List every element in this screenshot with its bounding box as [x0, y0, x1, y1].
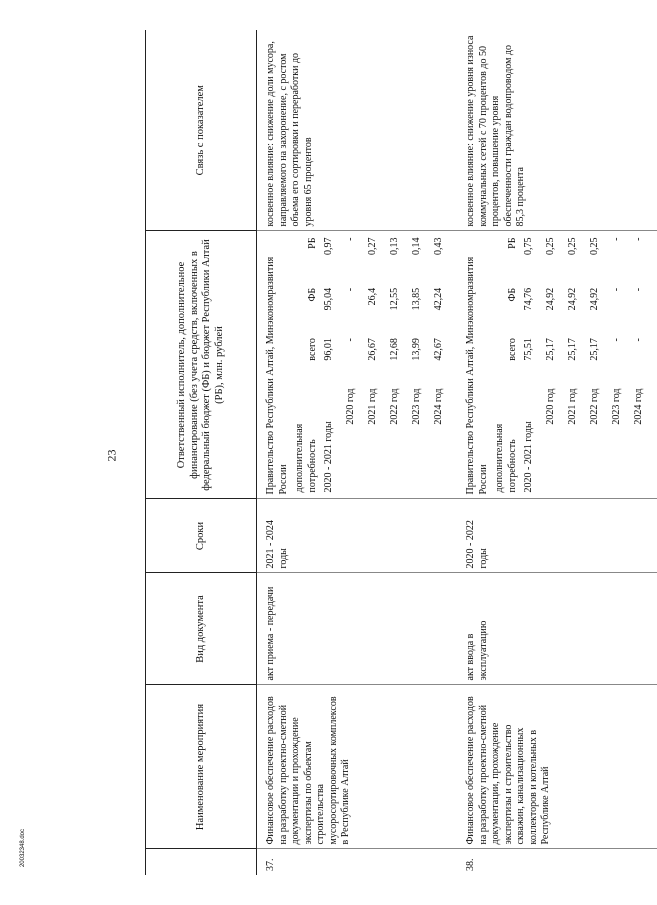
fin-rb: 0,97 — [323, 237, 334, 255]
fin-period: 2020 - 2021 годы — [323, 421, 334, 493]
fin-total: 12,68 — [389, 338, 400, 361]
financing-row — [345, 236, 367, 495]
financing-row — [323, 236, 345, 495]
fin-period: 2021 год — [367, 388, 378, 425]
fin-rb: 0,14 — [411, 237, 422, 255]
header-number — [146, 849, 257, 875]
fin-header-fb: ФБ — [306, 287, 318, 302]
fin-total: - — [633, 338, 644, 342]
row-name: Финансовое обеспечение расходов на разработку проектно-сметной документации, прохождение экспертизы и строительство скважин, канализационных коллекторов и котельных в Республике Алтай — [463, 685, 657, 849]
fin-rb: 0,25 — [567, 237, 578, 255]
fin-header-label: дополнительная потребность — [294, 423, 318, 493]
fin-fb: 26,4 — [367, 287, 378, 306]
fin-header-fb: ФБ — [506, 287, 518, 302]
measures-table — [145, 30, 657, 875]
financing-row — [433, 236, 455, 495]
fin-total: 25,17 — [589, 338, 600, 361]
fin-period: 2020 - 2021 годы — [523, 421, 534, 493]
fin-total: 26,67 — [367, 338, 378, 361]
row-number: 38. — [463, 849, 657, 875]
fin-fb: 24,92 — [545, 287, 556, 311]
fin-rb: 0,27 — [367, 237, 378, 255]
fin-fb: - — [611, 287, 622, 292]
financing-row — [411, 236, 433, 495]
row-link: косвенное влияние: снижение доли мусора, направляемого на захоронение, с ростом объема его сортировки и переработки до уровня 65 процентов — [265, 41, 314, 227]
header-name: Наименование мероприятия — [146, 685, 257, 849]
fin-header-rb: РБ — [306, 237, 318, 249]
fin-rb: - — [345, 237, 356, 241]
fin-rb: - — [633, 237, 644, 241]
financing-row — [567, 236, 589, 495]
financing-table — [494, 236, 655, 495]
row-number: 37. — [263, 849, 457, 875]
fin-header-total: всего — [306, 338, 318, 361]
fin-period: 2020 год — [545, 388, 556, 425]
row-link: косвенное влияние: снижение уровня износа коммунальных сетей с 70 процентов до 50 процентов, повышение уровня обеспеченности граждан водопроводом до 85,3 процента — [465, 35, 526, 227]
row-responsible — [463, 231, 657, 499]
header-doc: Вид документа — [146, 573, 257, 685]
fin-period: 2020 год — [345, 388, 356, 425]
table-row — [263, 30, 457, 875]
header-responsible: Ответственный исполнитель, дополнительное финансирование (без учета средств, включенных в федеральный бюджет (ФБ) и бюджет Республики Алтай (РБ), млн. рублей — [146, 231, 257, 499]
financing-row — [545, 236, 567, 495]
row-dates: 2020 - 2022 годы — [463, 499, 657, 573]
fin-header-total: всего — [506, 338, 518, 361]
row-name: Финансовое обеспечение расходов на разработку проектно-сметной документации и прохождение экспертизы по объектам строительства мусоросортировочных комплексов в Республике Алтай — [263, 685, 457, 849]
financing-row — [633, 236, 655, 495]
fin-fb: - — [345, 287, 356, 292]
fin-total: 13,99 — [411, 338, 422, 361]
row-dates: 2021 - 2024 годы — [263, 499, 457, 573]
row-responsible — [263, 231, 457, 499]
fin-fb: 95,04 — [323, 287, 334, 311]
fin-fb: 12,55 — [389, 287, 400, 311]
financing-row — [611, 236, 633, 495]
financing-row — [589, 236, 611, 495]
fin-period: 2021 год — [567, 388, 578, 425]
fin-period: 2022 год — [389, 388, 400, 425]
financing-row — [367, 236, 389, 495]
fin-total: - — [611, 338, 622, 342]
responsible-text: Правительство Республики Алтай, Минэкономразвития России — [465, 256, 489, 495]
financing-row — [389, 236, 411, 495]
fin-period: 2023 год — [411, 388, 422, 425]
fin-fb: 24,92 — [567, 287, 578, 311]
fin-header-label: дополнительная потребность — [494, 423, 518, 493]
header-link: Связь с показателем — [146, 30, 257, 231]
fin-total: 42,67 — [433, 338, 444, 361]
fin-total: - — [345, 338, 356, 342]
header-dates: Сроки — [146, 499, 257, 573]
fin-period: 2022 год — [589, 388, 600, 425]
fin-fb: - — [633, 287, 644, 292]
responsible-text: Правительство Республики Алтай, Минэкономразвития России — [265, 256, 289, 495]
page-number: 23 — [104, 449, 119, 462]
fin-rb: 0,25 — [545, 237, 556, 255]
fin-total: 75,51 — [523, 338, 534, 361]
fin-rb: 0,13 — [389, 237, 400, 255]
file-footer: 20032348.doc — [20, 828, 26, 868]
fin-fb: 74,76 — [523, 287, 534, 311]
fin-total: 96,01 — [323, 338, 334, 361]
fin-period: 2023 год — [611, 388, 622, 425]
fin-header-rb: РБ — [506, 237, 518, 249]
financing-header — [294, 236, 323, 495]
financing-table — [294, 236, 455, 495]
rotated-table-sheet — [145, 30, 644, 875]
financing-header — [494, 236, 523, 495]
row-doc: акт ввода в эксплуатацию — [463, 573, 657, 685]
fin-total: 25,17 — [567, 338, 578, 361]
fin-fb: 42,24 — [433, 287, 444, 311]
fin-rb: 0,75 — [523, 237, 534, 255]
fin-total: 25,17 — [545, 338, 556, 361]
financing-row — [523, 236, 545, 495]
fin-rb: 0,25 — [589, 237, 600, 255]
table-row — [463, 30, 657, 875]
fin-fb: 24,92 — [589, 287, 600, 311]
row-doc: акт приема - передачи — [263, 573, 457, 685]
fin-rb: - — [611, 237, 622, 241]
table-header-row — [146, 30, 257, 875]
fin-period: 2024 год — [633, 388, 644, 425]
fin-rb: 0,43 — [433, 237, 444, 255]
fin-period: 2024 год — [433, 388, 444, 425]
fin-fb: 13,85 — [411, 287, 422, 311]
